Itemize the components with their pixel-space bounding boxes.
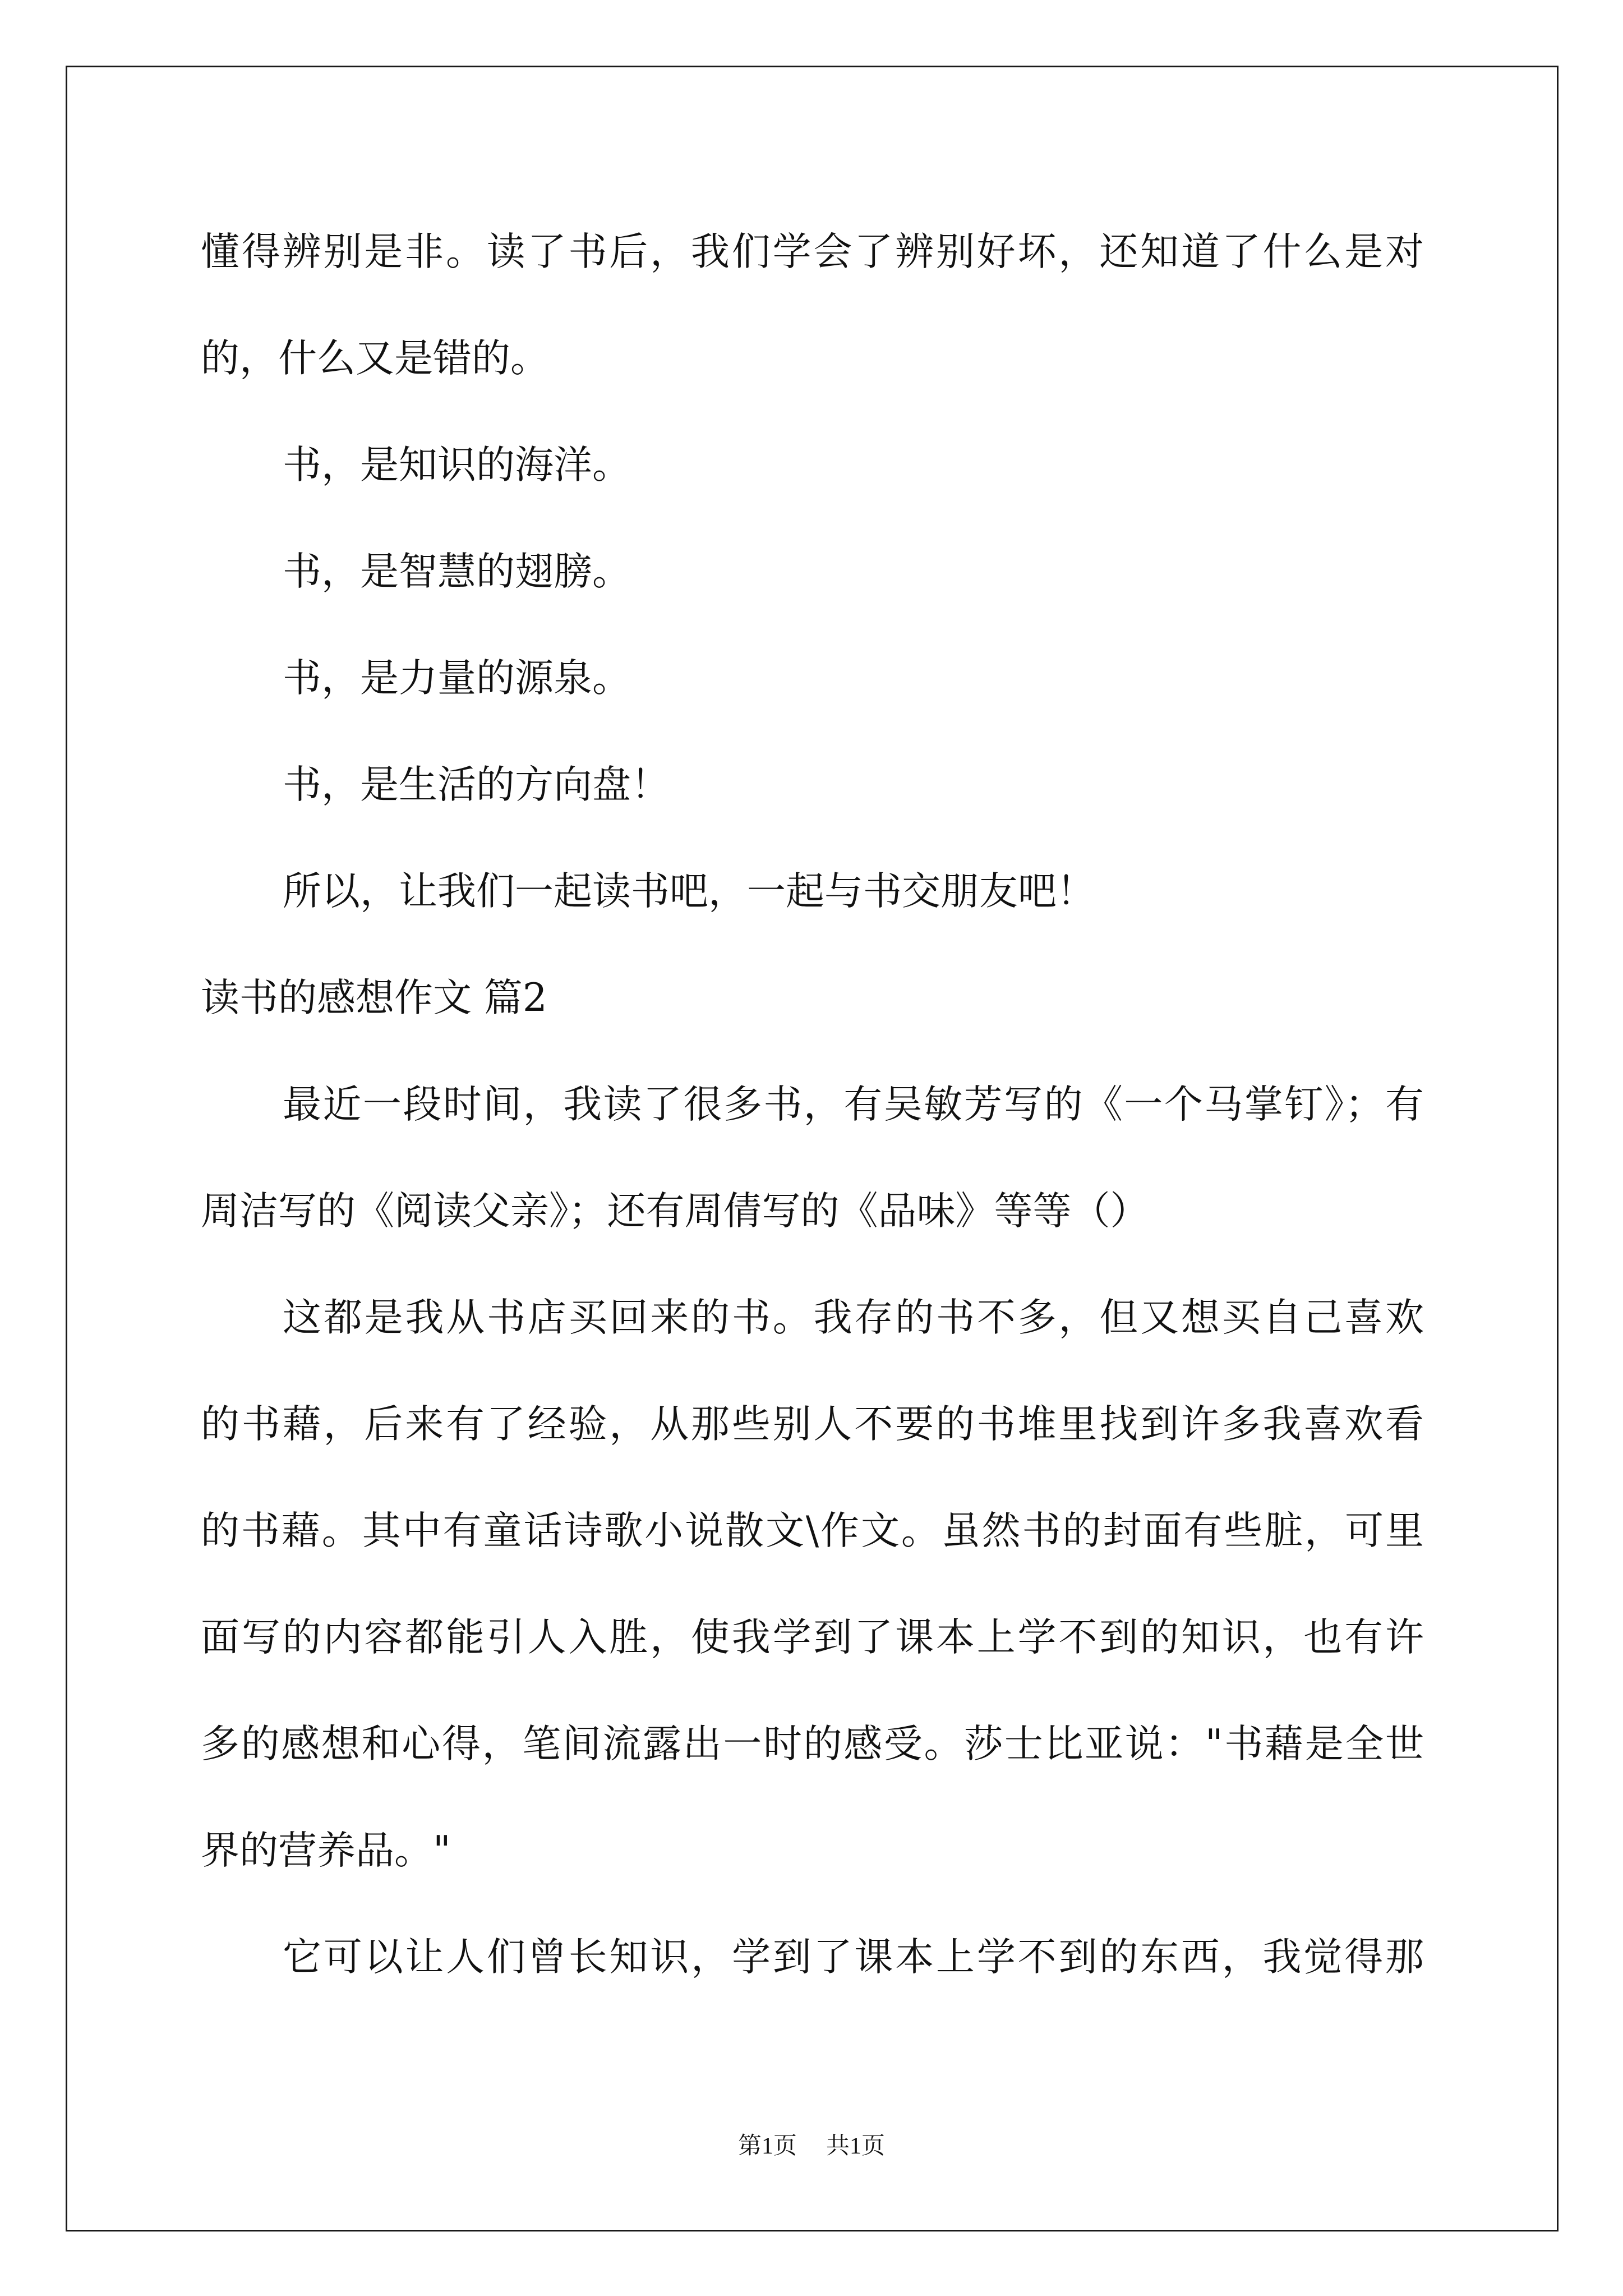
paragraph: [201, 1264, 1424, 1904]
text-line: 它可以让人们曾长知识，学到了课本上学不到的东西，我觉得那: [283, 1935, 1424, 1980]
text-line: 界的营养品。": [201, 1828, 451, 1873]
text-line: 这都是我从书店买回来的书。我存的书不多，但又想买自己喜欢: [283, 1295, 1424, 1340]
section-heading: 读书的感想作文 篇2: [201, 976, 547, 1020]
paragraph: [201, 199, 1424, 412]
paragraph: [201, 838, 1424, 945]
text-line: 的书藉，后来有了经验，从那些别人不要的书堆里找到许多我喜欢看: [201, 1402, 1424, 1447]
text-line: 懂得辨别是非。读了书后，我们学会了辨别好坏，还知道了什么是对: [201, 229, 1424, 274]
paragraph: [201, 625, 1424, 731]
text-line: 书，是生活的方向盘！: [283, 762, 670, 807]
paragraph: [201, 1904, 1424, 2010]
paragraph: [201, 1051, 1424, 1264]
page-total: 共1页: [826, 2133, 886, 2159]
text-line: 所以，让我们一起读书吧，一起与书交朋友吧！: [283, 869, 1095, 914]
text-line: 周洁写的《阅读父亲》；还有周倩写的《品味》等等（）: [201, 1189, 1149, 1234]
text-line: 书，是知识的海洋。: [283, 443, 631, 487]
text-line: 最近一段时间，我读了很多书，有吴敏芳写的《一个马掌钉》；有: [283, 1082, 1424, 1127]
page-number: 第1页: [737, 2133, 797, 2159]
text-line: 书，是智慧的翅膀。: [283, 549, 631, 594]
text-line: 书，是力量的源泉。: [283, 656, 631, 701]
paragraph: [201, 731, 1424, 838]
text-line: 的，什么又是错的。: [201, 336, 549, 381]
text-line: 的书藉。其中有童话诗歌小说散文\作文。虽然书的封面有些脏，可里: [201, 1508, 1424, 1553]
text-line: 多的感想和心得，笔间流露出一时的感受。莎士比亚说："书藉是全世: [201, 1722, 1424, 1766]
page-footer: [0, 2131, 1623, 2162]
document-body: [201, 199, 1424, 2010]
paragraph: [201, 412, 1424, 518]
text-line: 面写的内容都能引人入胜，使我学到了课本上学不到的知识，也有许: [201, 1615, 1424, 1660]
paragraph: [201, 518, 1424, 625]
